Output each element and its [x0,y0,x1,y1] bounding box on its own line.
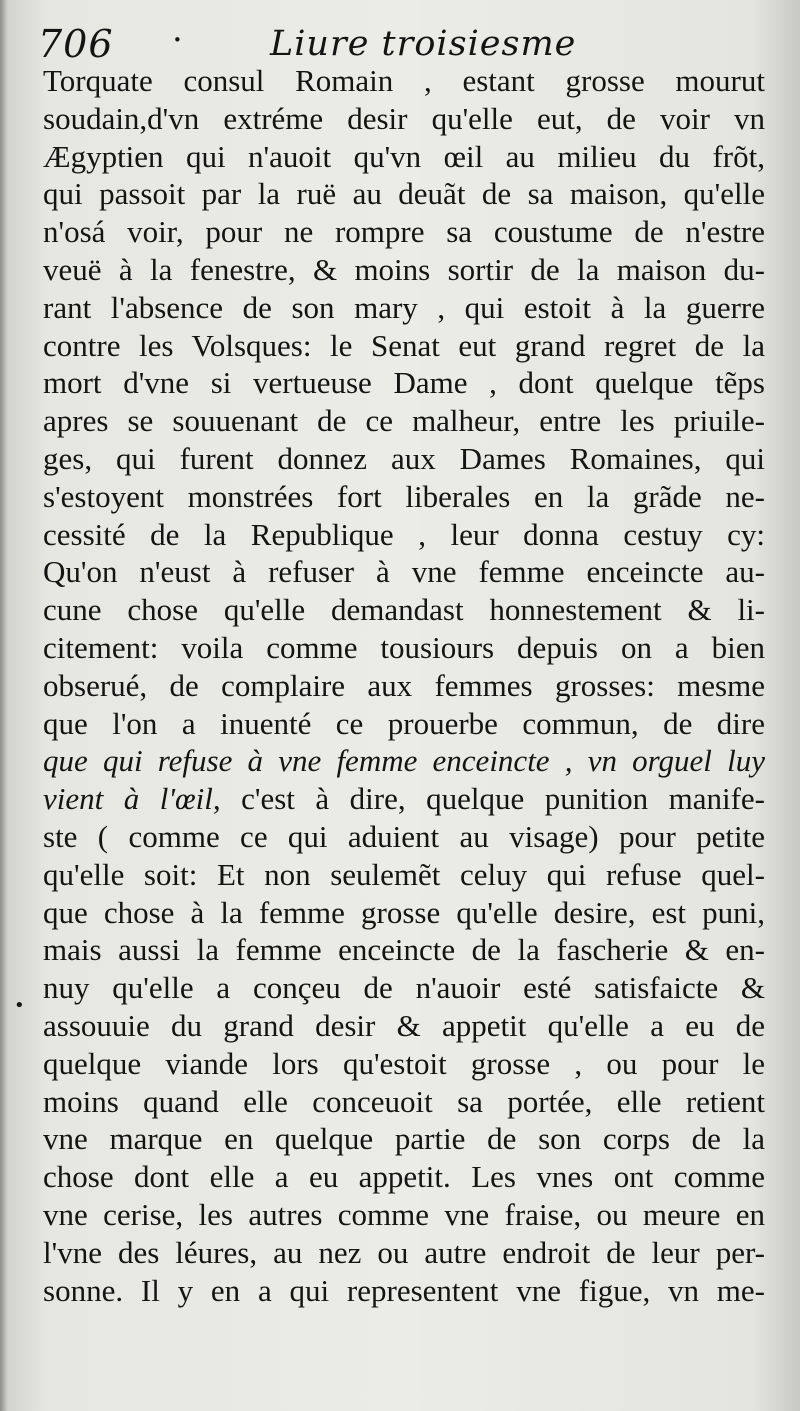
roman-phrase: c'est à dire, quelque punition manife- [220,781,765,817]
text-line: contre les Volsques: le Senat eut grand regret de la [43,327,765,363]
text-line: soudain,d'vn extréme desir qu'elle eut, de voir vn [43,100,765,136]
text-line: n'osá voir, pour ne rompre sa coustume de n'estre [43,214,765,250]
text-line: que l'on a inuenté ce prouerbe commun, de dire [43,705,765,741]
text-line: cessité de la Republique , leur donna cestuy cy: [43,516,765,552]
text-line: ges, qui furent donnez aux Dames Romaines, qui [43,440,765,476]
text-line: que chose à la femme grosse qu'elle desire, est puni, [43,894,765,930]
page-number: 706 [38,22,114,66]
text-line: nuy qu'elle a conçeu de n'auoir esté satisfaicte & [43,970,765,1006]
text-line: apres se souuenant de ce malheur, entre les priuile- [43,403,765,439]
text-line: obserué, de complaire aux femmes grosses: mesme [43,667,765,703]
body-text [43,62,765,1309]
header-separator: · [172,20,183,60]
text-line: Ægyptien qui n'auoit qu'vn œil au milieu du frõt, [43,138,765,174]
text-line: moins quand elle conceuoit sa portée, elle retient [43,1083,765,1119]
running-head: Liure troisiesme [270,24,577,64]
text-line: vne cerise, les autres comme vne fraise, ou meure en [43,1196,765,1232]
text-line: rant l'absence de son mary , qui estoit à la guerre [43,289,765,325]
text-line: qui passoit par la ruë au deuãt de sa maison, qu'elle [43,176,765,212]
text-line-mixed [43,780,765,818]
text-line: vne marque en quelque partie de son corps de la [43,1121,765,1157]
text-line: quelque viande lors qu'estoit grosse , ou pour le [43,1045,765,1081]
text-line: sonne. Il y en a qui representent vne figue, vn me- [43,1272,765,1308]
text-line: mais aussi la femme enceincte de la fascherie & en- [43,932,765,968]
text-line: mort d'vne si vertueuse Dame , dont quelque tẽps [43,365,765,401]
gutter-shadow [0,0,8,1411]
text-line: l'vne des léures, au nez ou autre endroit de leur per- [43,1234,765,1270]
text-line: citement: voila comme tousiours depuis on a bien [43,629,765,665]
text-line: s'estoyent monstrées fort liberales en la grãde ne- [43,478,765,514]
text-line: chose dont elle a eu appetit. Les vnes ont comme [43,1159,765,1195]
text-line: Torquate consul Romain , estant grosse mourut [43,63,765,98]
text-line: assouuie du grand desir & appetit qu'elle a eu de [43,1007,765,1043]
text-line: veuë à la fenestre, & moins sortir de la maison du- [43,251,765,287]
italic-phrase: vient à l'œil, [43,781,221,817]
margin-mark: • [14,995,25,1016]
text-line: Qu'on n'eust à refuser à vne femme enceincte au- [43,554,765,590]
text-line: qu'elle soit: Et non seulemẽt celuy qui refuse quel- [43,856,765,892]
text-line: ste ( comme ce qui aduient au visage) pour petite [43,818,765,854]
text-line-italic: que qui refuse à vne femme enceincte , vn orguel luy [43,743,765,779]
text-line: cune chose qu'elle demandast honnestement & li- [43,592,765,628]
